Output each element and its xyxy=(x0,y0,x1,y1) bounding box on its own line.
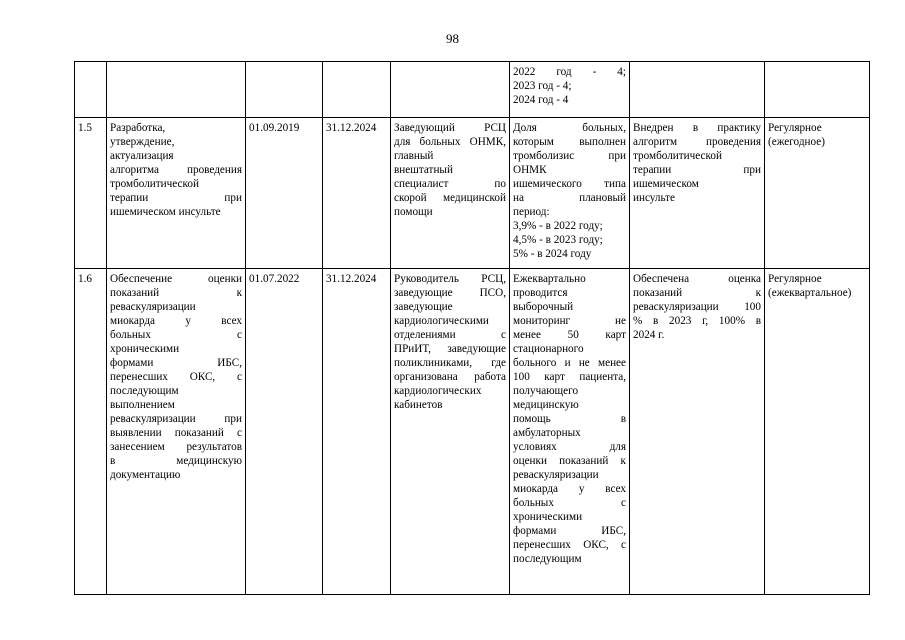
cell-line: 2023 год - 4; xyxy=(513,80,572,92)
cell-line: % в 2023 г, 100% в xyxy=(633,315,761,327)
cell-line: реваскуляризации xyxy=(110,301,196,313)
cell-line: для больных ОНМК, xyxy=(394,136,506,148)
cell-line: Регулярное xyxy=(768,273,822,285)
activity-cell xyxy=(107,62,246,118)
cell-line: получающего xyxy=(513,385,579,397)
cell-line: выявлении показаний с xyxy=(110,427,242,439)
cell-line: показаний к xyxy=(110,287,242,299)
cell-line: Заведующий РСЦ xyxy=(394,122,506,134)
cell-line: документацию xyxy=(110,469,181,481)
cell-line: (ежегодное) xyxy=(768,136,825,148)
cell-line: Разработка, xyxy=(110,122,166,134)
cell-line: Ежеквартально xyxy=(513,273,586,285)
cell-line: алгоритм проведения xyxy=(633,136,761,148)
cell-line: менее 50 карт xyxy=(513,329,626,341)
cell-line: утверждение, xyxy=(110,136,175,148)
cell-line: тромболитической xyxy=(110,178,199,190)
cell-line: миокарда у всех xyxy=(110,315,242,327)
start-date: 01.07.2022 xyxy=(246,269,323,595)
cell-line: перенесших ОКС, с xyxy=(513,539,626,551)
cell-line: больного и не менее xyxy=(513,357,626,369)
cell-line: на плановый xyxy=(513,192,626,204)
cell-line: поликлиниками, где xyxy=(394,357,506,369)
table-row xyxy=(75,118,870,269)
result-cell xyxy=(630,62,765,118)
cell-line: помощь в xyxy=(513,413,626,425)
cell-line: кабинетов xyxy=(394,399,443,411)
cell-line: кардиологических xyxy=(394,385,482,397)
cell-line: кардиологическими xyxy=(394,315,489,327)
result-cell xyxy=(630,118,765,269)
cell-line: Обеспечение оценки xyxy=(110,273,242,285)
table-row xyxy=(75,269,870,595)
cell-line: реваскуляризации xyxy=(513,469,599,481)
cell-line: амбулаторных xyxy=(513,427,581,439)
cell-line: специалист по xyxy=(394,178,506,190)
end-date: 31.12.2024 xyxy=(323,118,391,269)
table-row-continuation xyxy=(75,62,870,118)
cell-line: период: xyxy=(513,206,550,218)
cell-line: мониторинг не xyxy=(513,315,626,327)
cell-line: формами ИБС, xyxy=(513,525,626,537)
cell-line: ПРиИТ, заведующие xyxy=(394,343,506,355)
cell-line: отделениями с xyxy=(394,329,506,341)
cell-line: проводится xyxy=(513,287,568,299)
activity-cell xyxy=(107,118,246,269)
cell-line: больных с xyxy=(110,329,242,341)
cell-line: последующим xyxy=(513,553,582,565)
row-number: 1.6 xyxy=(75,269,107,595)
cell-line: заведующие ПСО, xyxy=(394,287,506,299)
cell-line: хроническими xyxy=(110,343,180,355)
cell-line: тромболитической xyxy=(633,150,722,162)
cell-line: показаний к xyxy=(633,287,761,299)
cell-line: миокарда у всех xyxy=(513,483,626,495)
cell-line: реваскуляризации при xyxy=(110,413,242,425)
frequency-cell xyxy=(765,269,870,595)
indicator-cell xyxy=(510,118,630,269)
cell-line: перенесших ОКС, с xyxy=(110,371,242,383)
cell-line: больных с xyxy=(513,497,626,509)
row-number: 1.5 xyxy=(75,118,107,269)
cell-line: помощи xyxy=(394,206,433,218)
frequency-cell xyxy=(765,62,870,118)
cell-line: алгоритма проведения xyxy=(110,164,242,176)
cell-line: терапии при xyxy=(633,164,761,176)
indicator-cell xyxy=(510,269,630,595)
cell-line: медицинскую xyxy=(513,399,579,411)
cell-line: 2024 г. xyxy=(633,329,665,341)
cell-line: терапии при xyxy=(110,192,242,204)
cell-line: 5% - в 2024 году xyxy=(513,248,592,260)
responsible-cell xyxy=(391,118,510,269)
start-date-cell xyxy=(246,62,323,118)
cell-line: ишемического типа xyxy=(513,178,626,190)
cell-line: в медицинскую xyxy=(110,455,242,467)
cell-line: заведующие xyxy=(394,301,453,313)
cell-line: выборочный xyxy=(513,301,574,313)
cell-line: Внедрен в практику xyxy=(633,122,761,134)
start-date: 01.09.2019 xyxy=(246,118,323,269)
cell-line: которым выполнен xyxy=(513,136,626,148)
responsible-cell xyxy=(391,269,510,595)
indicator-cell xyxy=(510,62,630,118)
cell-line: внештатный xyxy=(394,164,453,176)
cell-line: организована работа xyxy=(394,371,506,383)
end-date-cell xyxy=(323,62,391,118)
cell-line: последующим xyxy=(110,385,179,397)
cell-line: актуализация xyxy=(110,150,174,162)
cell-line: 100 карт пациента, xyxy=(513,371,626,383)
cell-line: ОНМК xyxy=(513,164,547,176)
cell-line: тромболизис при xyxy=(513,150,626,162)
cell-line: 4,5% - в 2023 году; xyxy=(513,234,603,246)
activity-cell xyxy=(107,269,246,595)
cell-line: хроническими xyxy=(513,511,583,523)
cell-line: главный xyxy=(394,150,434,162)
cell-line: стационарного xyxy=(513,343,584,355)
cell-line: Обеспечена оценка xyxy=(633,273,761,285)
cell-line: скорой медицинской xyxy=(394,192,506,204)
cell-line: ишемическом xyxy=(633,178,699,190)
cell-line: 2022 год - 4; xyxy=(513,66,626,78)
num-cell xyxy=(75,62,107,118)
cell-line: выполнением xyxy=(110,399,175,411)
cell-line: занесением результатов xyxy=(110,441,242,453)
cell-line: условиях для xyxy=(513,441,626,453)
result-cell xyxy=(630,269,765,595)
cell-line: (ежеквартальное) xyxy=(768,287,852,299)
cell-line: Доля больных, xyxy=(513,122,626,134)
responsible-cell xyxy=(391,62,510,118)
cell-line: оценки показаний к xyxy=(513,455,626,467)
cell-line: ишемическом инсульте xyxy=(110,206,221,218)
frequency-cell xyxy=(765,118,870,269)
cell-line: 3,9% - в 2022 году; xyxy=(513,220,603,232)
end-date: 31.12.2024 xyxy=(323,269,391,595)
cell-line: Руководитель РСЦ, xyxy=(394,273,506,285)
cell-line: 2024 год - 4 xyxy=(513,94,569,106)
cell-line: реваскуляризации 100 xyxy=(633,301,761,313)
cell-line: инсульте xyxy=(633,192,676,204)
page-number: 98 xyxy=(446,31,459,46)
cell-line: Регулярное xyxy=(768,122,822,134)
plan-table xyxy=(74,61,870,595)
cell-line: формами ИБС, xyxy=(110,357,242,369)
